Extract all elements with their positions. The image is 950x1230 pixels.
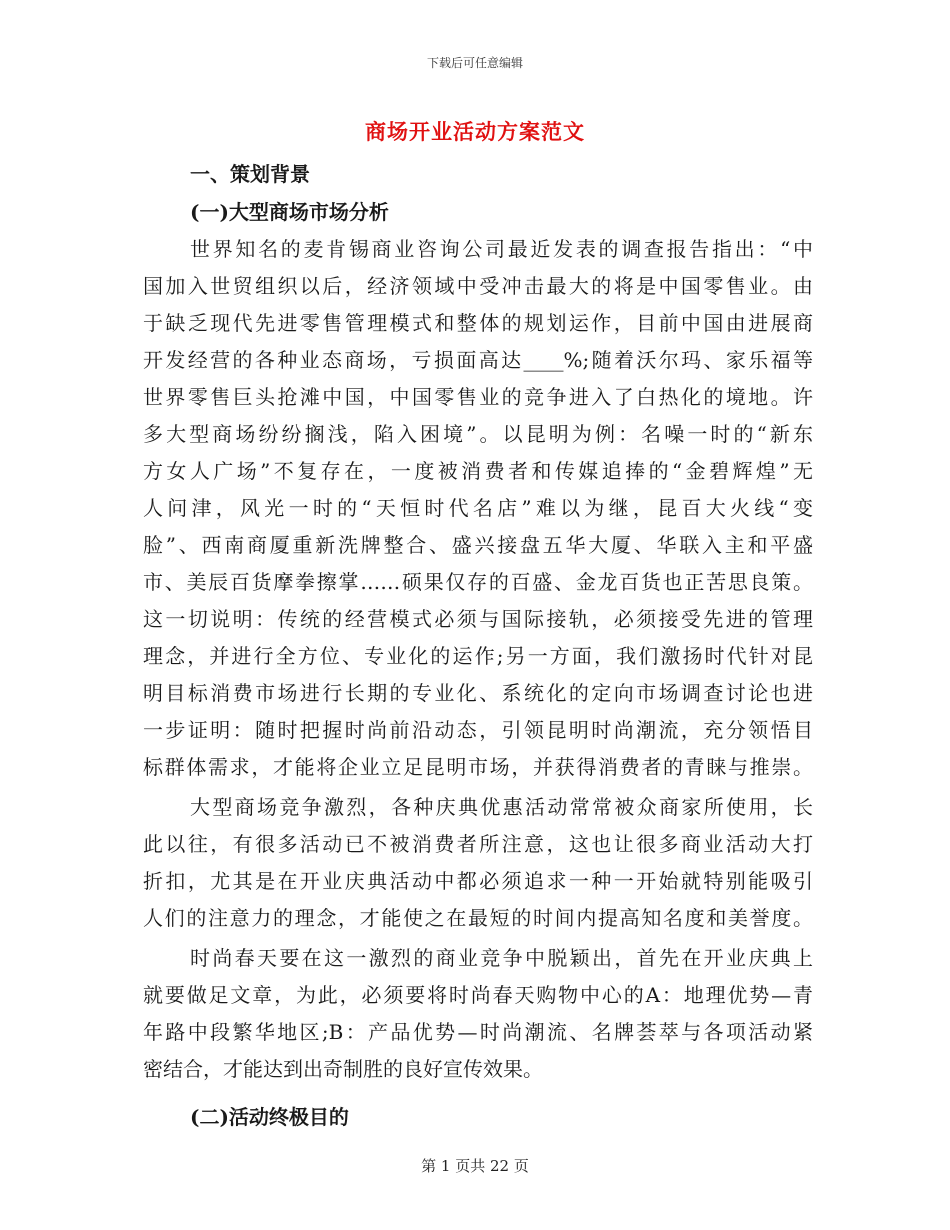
text-line: 明目标消费市场进行长期的专业化、系统化的定向市场调查讨论也进 <box>143 681 813 705</box>
text-line: 就要做足文章，为此，必须要将时尚春天购物中心的A：地理优势—青 <box>143 983 813 1007</box>
document-title: 商场开业活动方案范文 <box>365 119 585 144</box>
paragraph-1 <box>143 231 813 786</box>
text-line: 人们的注意力的理念，才能使之在最短的时间内提高知名度和美誉度。 <box>143 906 813 930</box>
paragraph-2 <box>143 789 813 937</box>
text-line: 市、美辰百货摩拳擦掌……硕果仅存的百盛、金龙百货也正苦思良策。 <box>143 570 813 594</box>
text-line: 理念，并进行全方位、专业化的运作;另一方面，我们激扬时代针对昆 <box>143 644 813 668</box>
text-line: 开发经营的各种业态商场，亏损面高达____%;随着沃尔玛、家乐福等 <box>143 348 813 372</box>
document-body <box>143 155 813 1134</box>
text-line: 标群体需求，才能将企业立足昆明市场，并获得消费者的青睐与推崇。 <box>143 755 813 779</box>
text-line: 一步证明：随时把握时尚前沿动态，引领昆明时尚潮流，充分领悟目 <box>143 718 813 742</box>
text-line: 世界知名的麦肯锡商业咨询公司最近发表的调查报告指出：“中 <box>190 237 813 261</box>
text-line: 这一切说明：传统的经营模式必须与国际接轨，必须接受先进的管理 <box>143 607 813 631</box>
text-line: 方女人广场”不复存在，一度被消费者和传媒追捧的“金碧辉煌”无 <box>143 459 813 483</box>
text-line: 人问津，风光一时的“天恒时代名店”难以为继，昆百大火线“变 <box>143 496 813 520</box>
page-number: 第 1 页共 22 页 <box>421 1157 529 1175</box>
text-line: 大型商场竞争激烈，各种庆典优惠活动常常被众商家所使用，长 <box>190 795 813 819</box>
paragraph-3 <box>143 940 813 1088</box>
text-line: 脸”、西南商厦重新洗牌整合、盛兴接盘五华大厦、华联入主和平盛 <box>143 533 813 557</box>
text-line: 年路中段繁华地区;B：产品优势—时尚潮流、名牌荟萃与各项活动紧 <box>143 1020 813 1044</box>
text-line: 多大型商场纷纷搁浅，陷入困境”。以昆明为例：名噪一时的“新东 <box>143 422 813 446</box>
text-line: 折扣，尤其是在开业庆典活动中都必须追求一种一开始就特别能吸引 <box>143 869 813 893</box>
text-line: 时尚春天要在这一激烈的商业竞争中脱颖出，首先在开业庆典上 <box>190 946 813 970</box>
subsection-heading-1: (一)大型商场市场分析 <box>190 200 389 224</box>
text-line: 于缺乏现代先进零售管理模式和整体的规划运作，目前中国由进展商 <box>143 311 813 335</box>
text-line: 世界零售巨头抢滩中国，中国零售业的竞争进入了白热化的境地。许 <box>143 385 813 409</box>
text-line: 此以往，有很多活动已不被消费者所注意，这也让很多商业活动大打 <box>143 832 813 856</box>
page-header-note: 下载后可任意编辑 <box>426 56 523 70</box>
subsection-heading-2: (二)活动终极目的 <box>190 1105 349 1129</box>
text-line: 密结合，才能达到出奇制胜的良好宣传效果。 <box>143 1057 543 1081</box>
text-line: 国加入世贸组织以后，经济领域中受冲击最大的将是中国零售业。由 <box>143 274 813 298</box>
section-heading-1: 一、策划背景 <box>190 162 310 186</box>
